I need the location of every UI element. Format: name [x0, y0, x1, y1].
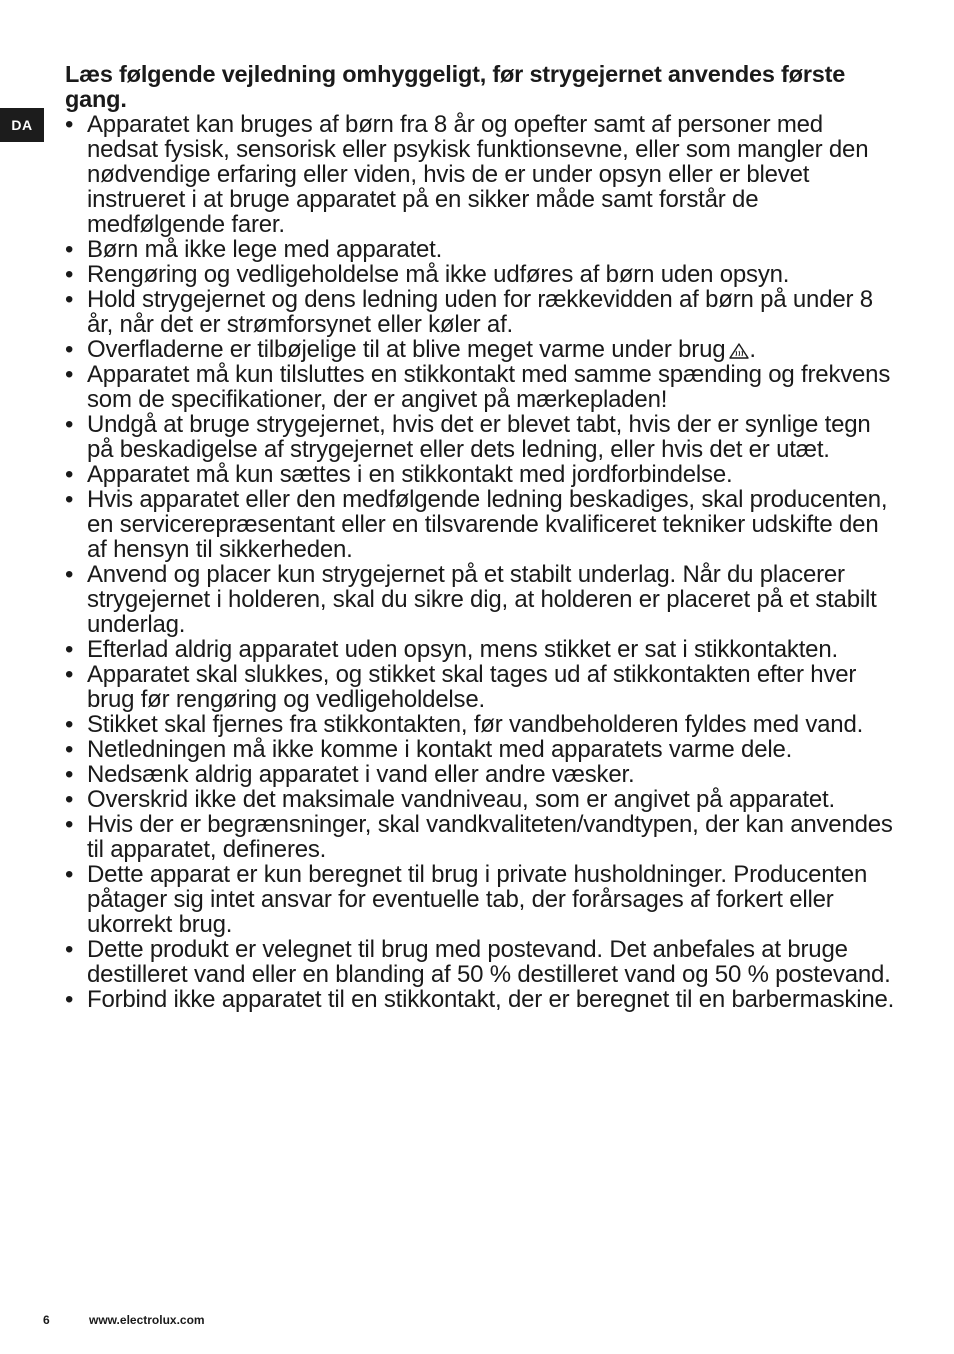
list-item	[65, 112, 895, 237]
item-text: Børn må ikke lege med apparatet.	[87, 236, 443, 263]
item-text: Hvis der er begrænsninger, skal vandkvaliteten/vandtypen, der kan anvendes til apparatet, defineres.	[87, 811, 893, 863]
list-item	[65, 462, 895, 487]
item-text: Apparatet skal slukkes, og stikket skal tages ud af stikkontakten efter hver brug før rengøring og vedligeholdelse.	[87, 661, 857, 713]
bullet: •	[65, 936, 74, 963]
bullet: •	[65, 261, 74, 288]
bullet: •	[65, 411, 74, 438]
item-text-suffix: .	[749, 336, 756, 363]
list-item	[65, 712, 895, 737]
item-text: Overskrid ikke det maksimale vandniveau, som er angivet på apparatet.	[87, 786, 835, 813]
bullet: •	[65, 286, 74, 313]
bullet: •	[65, 661, 74, 688]
list-item	[65, 862, 895, 937]
item-text: Apparatet må kun sættes i en stikkontakt med jordforbindelse.	[87, 461, 733, 488]
list-item	[65, 337, 895, 362]
list-item	[65, 262, 895, 287]
bullet: •	[65, 786, 74, 813]
item-text: Nedsænk aldrig apparatet i vand eller andre væsker.	[87, 761, 635, 788]
bullet: •	[65, 336, 74, 363]
list-item	[65, 812, 895, 862]
bullet: •	[65, 561, 74, 588]
bullet: •	[65, 861, 74, 888]
bullet: •	[65, 236, 74, 263]
item-text: Forbind ikke apparatet til en stikkontakt, der er beregnet til en barbermaskine.	[87, 986, 895, 1013]
bullet: •	[65, 761, 74, 788]
item-text: Hvis apparatet eller den medfølgende ledning beskadiges, skal producenten, en servicerepræsentant eller en tilsvarende kvalificeret tekniker udskifte den af hensyn til sikkerheden.	[87, 486, 888, 563]
item-text: Apparatet må kun tilsluttes en stikkontakt med samme spænding og frekvens som de specifikationer, der er angivet på mærkepladen!	[87, 361, 891, 413]
bullet: •	[65, 986, 74, 1013]
item-text: Apparatet kan bruges af børn fra 8 år og opefter samt af personer med nedsat fysisk, sensorisk eller psykisk funktionsevne, eller som mangler den nødvendige erfaring eller viden, hvis de er under opsyn eller er blevet instrueret i at bruge apparatet på en sikker måde samt forstår de medfølgende farer.	[87, 111, 869, 238]
item-text: Stikket skal fjernes fra stikkontakten, før vandbeholderen fyldes med vand.	[87, 711, 864, 738]
item-text: Undgå at bruge strygejernet, hvis det er blevet tabt, hvis der er synlige tegn på beskadigelse af strygejernet eller dets ledning, eller hvis det er utæt.	[87, 411, 871, 463]
list-item	[65, 287, 895, 337]
page-heading: Læs følgende vejledning omhyggeligt, før strygejernet anvendes første gang.	[65, 61, 846, 112]
list-item	[65, 662, 895, 712]
language-tab: DA	[0, 108, 44, 142]
website-link[interactable]: www.electrolux.com	[89, 1313, 205, 1327]
list-item	[65, 762, 895, 787]
safety-list	[65, 112, 895, 1012]
list-item	[65, 937, 895, 987]
item-text: Efterlad aldrig apparatet uden opsyn, mens stikket er sat i stikkontakten.	[87, 636, 838, 663]
bullet: •	[65, 486, 74, 513]
bullet: •	[65, 811, 74, 838]
list-item	[65, 562, 895, 637]
item-text: Dette produkt er velegnet til brug med postevand. Det anbefales at bruge destilleret vand eller en blanding af 50 % destilleret vand og 50 % postevand.	[87, 936, 891, 988]
list-item	[65, 237, 895, 262]
hot-surface-warning-icon	[729, 339, 749, 355]
list-item	[65, 987, 895, 1012]
safety-instructions	[65, 62, 895, 1012]
bullet: •	[65, 111, 74, 138]
list-item	[65, 412, 895, 462]
item-text: Rengøring og vedligeholdelse må ikke udføres af børn uden opsyn.	[87, 261, 790, 288]
bullet: •	[65, 636, 74, 663]
list-item	[65, 787, 895, 812]
list-item	[65, 637, 895, 662]
bullet: •	[65, 461, 74, 488]
bullet: •	[65, 711, 74, 738]
page-number: 6	[43, 1313, 50, 1327]
bullet: •	[65, 361, 74, 388]
list-item	[65, 362, 895, 412]
bullet: •	[65, 736, 74, 763]
list-item	[65, 737, 895, 762]
item-text: Hold strygejernet og dens ledning uden for rækkevidden af børn på under 8 år, når det er strømforsynet eller køler af.	[87, 286, 873, 338]
item-text: Dette apparat er kun beregnet til brug i private husholdninger. Producenten påtager sig intet ansvar for eventuelle tab, der forårsages af forkert eller ukorrekt brug.	[87, 861, 868, 938]
item-text: Overfladerne er tilbøjelige til at blive meget varme under brug	[87, 336, 726, 363]
item-text: Netledningen må ikke komme i kontakt med apparatets varme dele.	[87, 736, 793, 763]
list-item	[65, 487, 895, 562]
item-text: Anvend og placer kun strygejernet på et stabilt underlag. Når du placerer strygejernet i holderen, skal du sikre dig, at holderen er placeret på et stabilt underlag.	[87, 561, 877, 638]
page-footer	[43, 1312, 205, 1328]
